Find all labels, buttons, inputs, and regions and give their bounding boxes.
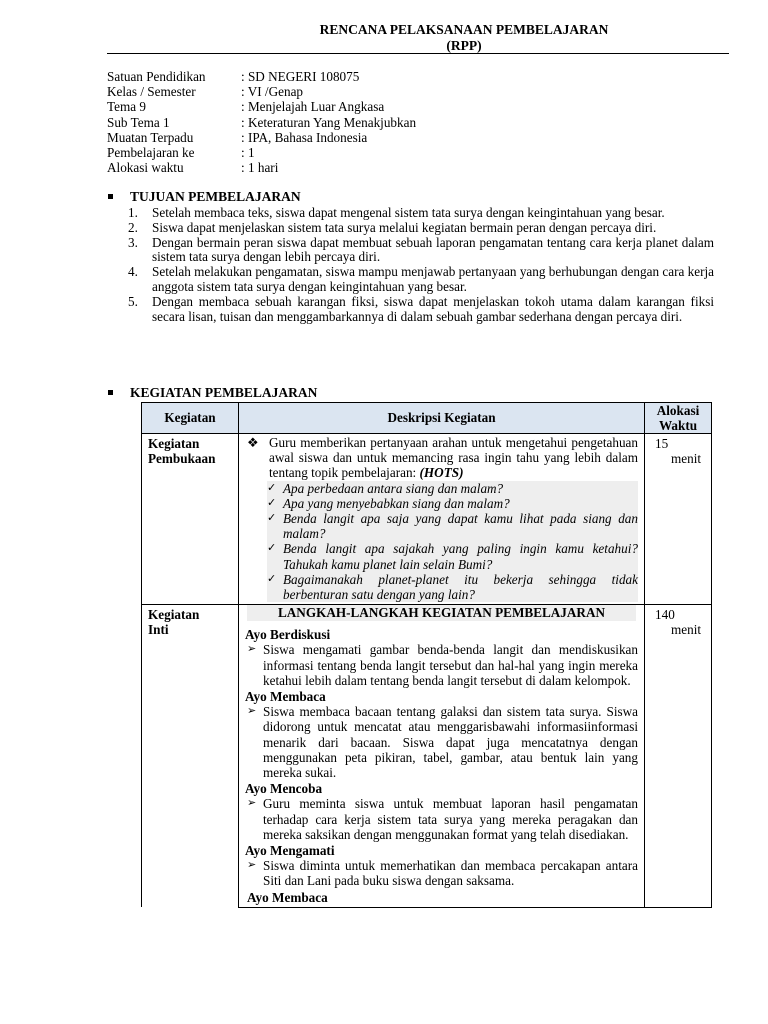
- info-label: Sub Tema 1: [107, 114, 170, 130]
- inti-name-cell: [142, 605, 239, 908]
- info-value: : SD NEGERI 108075: [241, 69, 360, 84]
- section-title: Ayo Mencoba: [245, 781, 323, 797]
- section-heading-text: KEGIATAN PEMBELAJARAN: [130, 385, 318, 400]
- table-row: [142, 434, 712, 605]
- section-text: Siswa diminta untuk memerhatikan dan membaca percakapan antara Siti dan Lani pada buku siswa dengan saksama.: [263, 858, 638, 889]
- question-list: [267, 481, 638, 603]
- list-item: [267, 572, 638, 602]
- inti-waktu-cell: [645, 605, 712, 908]
- list-item: [128, 206, 714, 221]
- pembukaan-waktu-cell: [645, 434, 712, 605]
- section-text: Guru meminta siswa untuk membuat laporan hasil pengamatan terhadap cara kerja sistem tata surya yang mereka peragakan dan mereka saksikan dengan menggunakan format yang telah disediakan.: [263, 796, 638, 842]
- title-line-1: RENCANA PELAKSANAAN PEMBELAJARAN: [319, 22, 609, 37]
- column-header-deskripsi: Deskripsi Kegiatan: [239, 403, 645, 434]
- question-text: Apa perbedaan antara siang dan malam?: [283, 480, 504, 496]
- table-row: [142, 605, 712, 908]
- steps-title: LANGKAH-LANGKAH KEGIATAN PEMBELAJARAN: [247, 605, 636, 621]
- waktu-unit: menit: [671, 451, 702, 466]
- list-item: [245, 796, 638, 842]
- waktu-number: 15: [655, 436, 669, 451]
- section-title: Ayo Berdiskusi: [245, 627, 331, 643]
- list-item: [267, 481, 638, 496]
- item-number: 3.: [128, 234, 138, 250]
- question-text: Benda langit apa sajakah yang paling ingin kamu ketahui?Tahukah kamu planet lain selain Bumi?: [283, 541, 638, 572]
- list-item: [267, 496, 638, 511]
- question-text: Bagaimanakah planet-planet itu bekerja sehingga tidak berbenturan satu dengan yang lain?: [283, 571, 638, 603]
- check-icon: ✓: [267, 542, 277, 555]
- intro-text: Guru memberikan pertanyaan arahan untuk mengetahui pengetahuan awal siswa dan untuk memancing rasa ingin tahu yang lebih dalam tentang topik pembelajaran:: [269, 435, 638, 481]
- section-heading-text: TUJUAN PEMBELAJARAN: [130, 189, 301, 204]
- info-value: : 1: [241, 144, 255, 160]
- list-item: [128, 221, 714, 236]
- column-header-alokasi: [645, 403, 712, 434]
- square-bullet-icon: [108, 390, 113, 395]
- question-text: Benda langit apa saja yang dapat kamu lihat pada siang dan malam?: [283, 511, 638, 542]
- kegiatan-name-line2: Inti: [148, 622, 169, 638]
- pembukaan-name-cell: [142, 434, 239, 605]
- item-number: 4.: [128, 264, 138, 280]
- section-title: Ayo Membaca: [247, 889, 328, 905]
- info-label: Tema 9: [107, 99, 146, 115]
- section-title: Ayo Membaca: [245, 689, 326, 705]
- table-header-row: [142, 403, 712, 434]
- list-item: [245, 858, 638, 888]
- kegiatan-name-line2: Pembukaan: [148, 451, 216, 466]
- item-number: 2.: [128, 219, 138, 235]
- info-value: : Menjelajah Luar Angkasa: [241, 99, 385, 115]
- intro-paragraph: [245, 435, 638, 481]
- item-text: Dengan bermain peran siswa dapat membuat sebuah laporan pengamatan tentang cara kerja planet dalam sistem tata surya dengan lebih percaya diri.: [152, 234, 714, 265]
- info-label: Alokasi waktu: [107, 160, 184, 176]
- info-value: : VI /Genap: [241, 84, 304, 100]
- alokasi-header-line1: Alokasi: [656, 403, 700, 418]
- document-title: [0, 22, 768, 54]
- kegiatan-name-line1: Kegiatan: [148, 436, 200, 451]
- list-item: [267, 541, 638, 571]
- info-value: : IPA, Bahasa Indonesia: [241, 129, 368, 145]
- list-item: [245, 704, 638, 780]
- inti-desc-cell: [239, 605, 645, 908]
- info-label: Kelas / Semester: [107, 84, 196, 100]
- question-text: Apa yang menyebabkan siang dan malam?: [283, 495, 510, 511]
- item-text: Dengan membaca sebuah karangan fiksi, siswa dapat menjelaskan tokoh utama dalam karangan fiksi secara lisan, tuisan dan menggambarkannya di dalam sebuah gambar sederhana dengan percaya diri.: [152, 293, 714, 324]
- section-text: Siswa membaca bacaan tentang galaksi dan sistem tata surya. Siswa didorong untuk mencatat atau menggarisbawahi informasiinformasi menarik dari bacaan. Siswa dapat juga mencatatnya dengan menggunakan peta pikiran, tabel, gambar, atau bentuk lain yang mereka sukai.: [263, 704, 638, 781]
- arrowhead-icon: ➢: [247, 643, 257, 656]
- info-label: Satuan Pendidikan: [107, 69, 206, 84]
- item-text: Setelah membaca teks, siswa dapat mengenal sistem tata surya dengan keingintahuan yang besar.: [152, 205, 665, 220]
- kegiatan-name-line1: Kegiatan: [148, 607, 200, 623]
- info-value: : 1 hari: [241, 160, 279, 176]
- section-title: Ayo Mengamati: [245, 843, 335, 859]
- square-bullet-icon: [108, 194, 113, 199]
- title-line-2: (RPP): [446, 38, 482, 53]
- info-label: Pembelajaran ke: [107, 144, 195, 160]
- info-label: Muatan Terpadu: [107, 129, 194, 145]
- alokasi-header-line2: Waktu: [658, 418, 698, 433]
- check-icon: ✓: [267, 512, 277, 525]
- arrowhead-icon: ➢: [247, 797, 257, 810]
- list-item: [128, 265, 714, 295]
- arrowhead-icon: ➢: [247, 859, 257, 872]
- check-icon: ✓: [267, 572, 277, 585]
- waktu-unit: menit: [671, 622, 702, 638]
- column-header-kegiatan: Kegiatan: [142, 403, 239, 434]
- list-item: [245, 642, 638, 688]
- check-icon: ✓: [267, 496, 277, 509]
- diamond-bullet-icon: ❖: [247, 435, 259, 450]
- list-item: [128, 236, 714, 266]
- list-item: [267, 511, 638, 541]
- pembukaan-desc-cell: [239, 434, 645, 605]
- kegiatan-table: [141, 402, 712, 908]
- item-text: Siswa dapat menjelaskan sistem tata surya melalui kegiatan bermain peran dengan percaya diri.: [152, 219, 657, 235]
- arrowhead-icon: ➢: [247, 705, 257, 718]
- item-number: 5.: [128, 293, 138, 309]
- section-text: Siswa mengamati gambar benda-benda langit dan mendiskusikan informasi tentang benda langit tersebut dan hal-hal yang ingin mereka ketahui lebih dalam tentang benda langit tersebut di dalam kelompok.: [263, 642, 638, 688]
- tujuan-list: [128, 206, 714, 324]
- hots-label: (HOTS): [419, 465, 464, 481]
- title-divider: [107, 53, 729, 54]
- waktu-number: 140: [655, 607, 675, 623]
- item-text: Setelah melakukan pengamatan, siswa mampu menjawab pertanyaan yang berhubungan dengan cara kerja anggota sistem tata surya dengan keingintahuan yang besar.: [152, 264, 714, 294]
- list-item: [128, 295, 714, 325]
- check-icon: ✓: [267, 481, 277, 494]
- info-value: : Keteraturan Yang Menakjubkan: [241, 114, 417, 130]
- item-number: 1.: [128, 205, 138, 220]
